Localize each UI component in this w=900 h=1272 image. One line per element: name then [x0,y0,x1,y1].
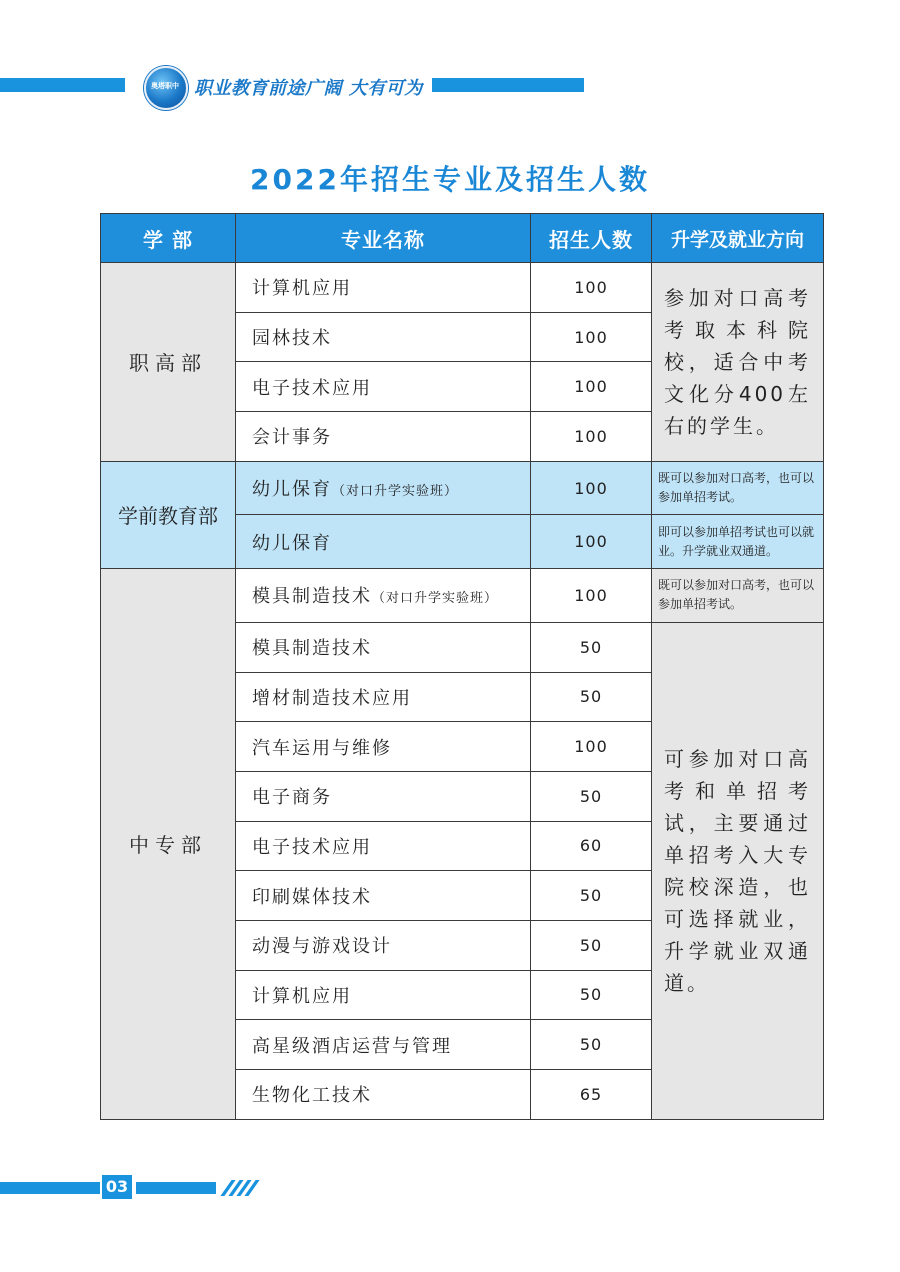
department-cell-xueqian: 学前教育部 [101,461,236,568]
table-row [101,569,824,623]
major-cell [236,312,531,362]
major-name: 模具制造技术 [252,638,372,660]
count-cell: 50 [531,622,652,672]
major-name: 增材制造技术应用 [252,687,412,709]
major-cell [236,362,531,412]
department-cell-zhongzhuan: 中专部 [101,569,236,1120]
count-cell: 50 [531,672,652,722]
major-note: （对口升学实验班） [372,591,499,607]
footer-bar-right [136,1182,216,1194]
major-note: （对口升学实验班） [332,484,459,500]
path-cell-zhongzhuan-1: 既可以参加对口高考，也可以参加单招考试。 [652,569,824,623]
major-name: 会计事务 [252,427,332,449]
table-row [101,461,824,515]
path-cell-xueqian-1: 既可以参加对口高考，也可以参加单招考试。 [652,461,824,515]
header-department: 学 部 [101,214,236,263]
count-cell: 100 [531,461,652,515]
major-cell [236,672,531,722]
major-cell [236,1020,531,1070]
count-cell: 60 [531,821,652,871]
major-cell [236,821,531,871]
major-name: 高星级酒店运营与管理 [252,1035,452,1057]
major-cell [236,1070,531,1120]
major-name: 汽车运用与维修 [252,737,392,759]
header-path: 升学及就业方向 [652,214,824,263]
header-major: 专业名称 [236,214,531,263]
page-number: 03 [102,1175,132,1199]
major-name: 计算机应用 [252,985,352,1007]
count-cell: 50 [531,920,652,970]
count-cell: 65 [531,1070,652,1120]
header-bar-right [432,78,584,92]
major-cell [236,920,531,970]
header-slogan: 职业教育前途广阔 大有可为 [194,78,423,99]
major-cell [236,722,531,772]
major-cell [236,622,531,672]
logo-text: 奥塔职中 [151,82,179,90]
count-cell: 100 [531,362,652,412]
department-cell-zhigao: 职高部 [101,263,236,462]
count-cell: 50 [531,771,652,821]
major-name: 电子技术应用 [252,836,372,858]
path-cell-zhigao: 参加对口高考考取本科院校，适合中考文化分400左右的学生。 [652,263,824,462]
major-name: 电子商务 [252,787,332,809]
header-bar-left [0,78,125,92]
count-cell: 50 [531,970,652,1020]
count-cell: 100 [531,569,652,623]
major-cell [236,970,531,1020]
major-name: 动漫与游戏设计 [252,936,392,958]
major-name: 计算机应用 [252,278,352,300]
major-cell [236,515,531,569]
major-name: 电子技术应用 [252,377,372,399]
major-name: 生物化工技术 [252,1085,372,1107]
path-cell-zhongzhuan-rest: 可参加对口高考和单招考试，主要通过单招考入大专院校深造，也可选择就业，升学就业双通道。 [652,622,824,1119]
count-cell: 100 [531,515,652,569]
major-cell [236,569,531,623]
count-cell: 100 [531,312,652,362]
major-name: 模具制造技术 [252,586,372,608]
header-count: 招生人数 [531,214,652,263]
path-cell-xueqian-2: 即可以参加单招考试也可以就业。升学就业双通道。 [652,515,824,569]
count-cell: 100 [531,412,652,462]
page-title: 2022年招生专业及招生人数 [250,163,650,196]
footer-bar-left [0,1182,100,1194]
count-cell: 50 [531,1020,652,1070]
major-cell [236,871,531,921]
count-cell: 100 [531,722,652,772]
major-cell [236,412,531,462]
table-header-row [101,214,824,263]
major-name: 印刷媒体技术 [252,886,372,908]
major-cell [236,263,531,313]
enrollment-table [100,213,824,1120]
major-cell [236,771,531,821]
table-row [101,263,824,313]
major-name: 幼儿保育 [252,479,332,501]
count-cell: 50 [531,871,652,921]
major-name: 幼儿保育 [252,532,332,554]
major-name: 园林技术 [252,328,332,350]
major-cell [236,461,531,515]
count-cell: 100 [531,263,652,313]
